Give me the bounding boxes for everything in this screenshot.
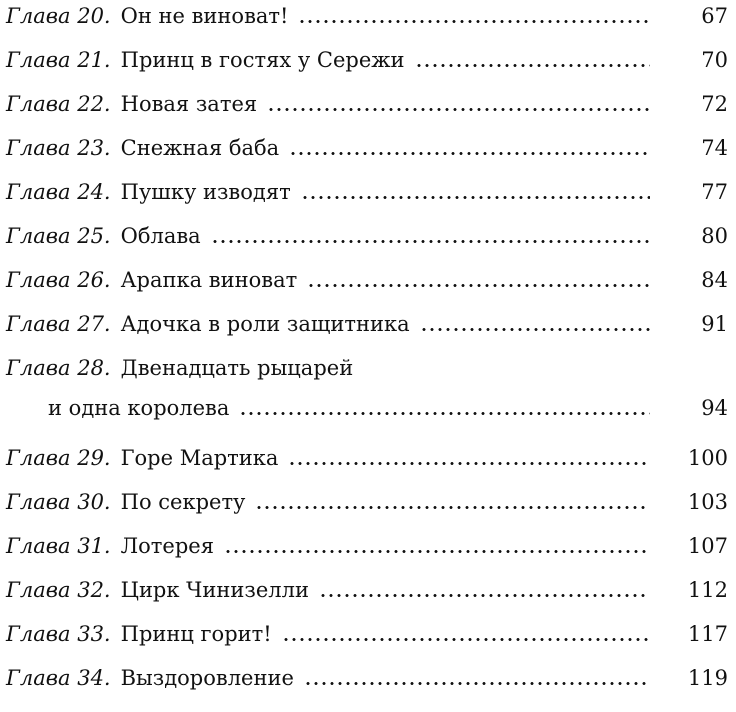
toc-line [6, 222, 728, 250]
chapter-number: Глава 27. [6, 312, 111, 336]
dot-leader [420, 328, 650, 331]
toc-entry [0, 444, 736, 484]
toc-entry [0, 266, 736, 306]
chapter-title: Двенадцать рыцарей [120, 356, 354, 380]
toc-entry [0, 354, 736, 434]
page-number: 77 [701, 180, 728, 204]
chapter-title-continued: и одна королева [48, 396, 230, 420]
toc-line [6, 664, 728, 692]
chapter-number: Глава 25. [6, 224, 111, 248]
chapter-number: Глава 32. [6, 578, 111, 602]
chapter-title: Цирк Чинизелли [120, 578, 309, 602]
chapter-title: Принц в гостях у Сережи [120, 48, 405, 72]
dot-leader [307, 284, 650, 287]
chapter-number: Глава 29. [6, 446, 111, 470]
dot-leader [304, 682, 648, 685]
toc-line [6, 532, 728, 560]
chapter-title: Выздоровление [120, 666, 294, 690]
chapter-number: Глава 33. [6, 622, 111, 646]
dot-leader [319, 594, 648, 597]
toc-line [6, 134, 728, 162]
page-number: 107 [687, 534, 728, 558]
page-number: 91 [701, 312, 728, 336]
page-number: 67 [701, 4, 728, 28]
toc-line [6, 46, 728, 74]
toc-entry [0, 488, 736, 528]
page-number: 94 [701, 396, 728, 420]
toc-entry [0, 178, 736, 218]
chapter-number: Глава 24. [6, 180, 111, 204]
chapter-number: Глава 34. [6, 666, 111, 690]
toc-entry [0, 2, 736, 42]
chapter-title: Он не виноват! [120, 4, 289, 28]
dot-leader [282, 638, 648, 641]
toc-line [6, 90, 728, 118]
chapter-number: Глава 22. [6, 92, 111, 116]
chapter-title: Новая затея [120, 92, 258, 116]
chapter-title: Адочка в роли защитника [120, 312, 410, 336]
chapter-title: Пушку изводят [120, 180, 291, 204]
toc-entry [0, 222, 736, 262]
page-number: 80 [701, 224, 728, 248]
chapter-title: Снежная баба [120, 136, 280, 160]
chapter-title: По секрету [120, 490, 246, 514]
toc-entry [0, 90, 736, 130]
page-number: 100 [687, 446, 728, 470]
chapter-number: Глава 28. [6, 356, 111, 380]
chapter-number: Глава 26. [6, 268, 111, 292]
toc-entry [0, 310, 736, 350]
toc-entry [0, 576, 736, 616]
toc-line [6, 2, 728, 30]
toc-line [6, 266, 728, 294]
page-number: 72 [701, 92, 728, 116]
page-number: 84 [701, 268, 728, 292]
dot-leader [224, 550, 648, 553]
chapter-number: Глава 30. [6, 490, 111, 514]
chapter-title: Облава [120, 224, 201, 248]
toc-line [6, 620, 728, 648]
dot-leader [298, 20, 650, 23]
chapter-number: Глава 23. [6, 136, 111, 160]
toc-entry [0, 620, 736, 660]
chapter-number: Глава 31. [6, 534, 111, 558]
chapter-number: Глава 20. [6, 4, 111, 28]
toc-line [6, 178, 728, 206]
toc-entry [0, 134, 736, 174]
page-number: 70 [701, 48, 728, 72]
dot-leader [289, 152, 650, 155]
toc-line [6, 576, 728, 604]
dot-leader [267, 108, 650, 111]
toc-entry [0, 46, 736, 86]
toc-line [6, 444, 728, 472]
page-number: 74 [701, 136, 728, 160]
dot-leader [255, 506, 647, 509]
chapter-title: Арапка виноват [120, 268, 298, 292]
chapter-title: Горе Мартика [120, 446, 279, 470]
toc-line-continued [6, 394, 728, 422]
chapter-title: Принц горит! [120, 622, 272, 646]
dot-leader [301, 196, 650, 199]
toc-entry [0, 532, 736, 572]
page-number: 112 [687, 578, 728, 602]
dot-leader [211, 240, 650, 243]
dot-leader [415, 64, 650, 67]
dot-leader [239, 412, 650, 415]
chapter-number: Глава 21. [6, 48, 111, 72]
page-number: 119 [687, 666, 728, 690]
toc-line [6, 354, 728, 382]
page-number: 117 [687, 622, 728, 646]
toc-line [6, 488, 728, 516]
chapter-title: Лотерея [120, 534, 214, 558]
page-number: 103 [687, 490, 728, 514]
dot-leader [288, 462, 647, 465]
toc-line [6, 310, 728, 338]
toc-entry [0, 664, 736, 704]
